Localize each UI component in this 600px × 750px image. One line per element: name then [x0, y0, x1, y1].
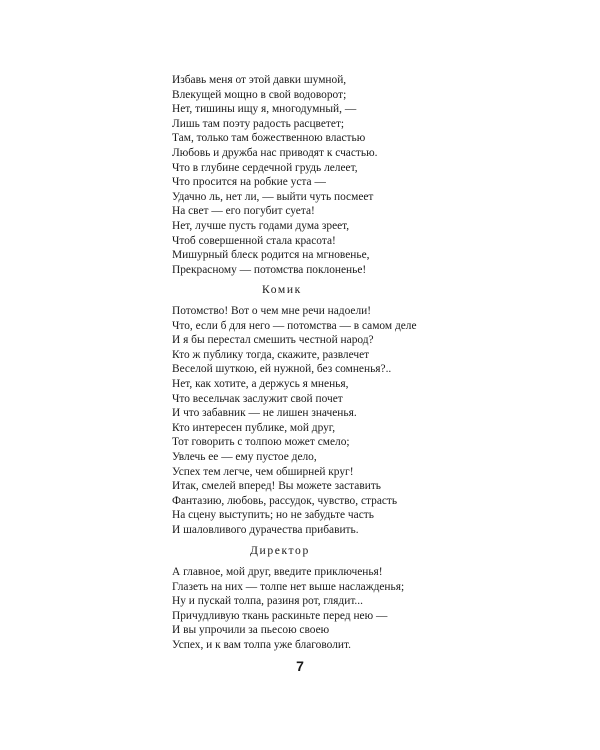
- verse-line: Нет, лучше пусть годами дума зреет,: [172, 219, 350, 232]
- poem-stanza-3: [172, 565, 472, 653]
- verse-line: На сцену выступить; но не забудьте часть: [172, 509, 374, 522]
- speaker-name-komik: Комик: [262, 283, 302, 296]
- verse-line: Удачно ль, нет ли, — выйти чуть посмеет: [172, 190, 374, 203]
- speaker-name-direktor: Директор: [250, 544, 310, 557]
- page-number: 7: [296, 658, 304, 674]
- verse-line: Что в глубине сердечной грудь лелеет,: [172, 161, 358, 174]
- verse-line: Кто интересен публике, мой друг,: [172, 421, 336, 434]
- verse-line: Потомство! Вот о чем мне речи надоели!: [172, 305, 372, 317]
- verse-line: Веселой шуткою, ей нужной, без сомненья?..: [172, 363, 392, 376]
- poem-stanza-1: [172, 73, 472, 277]
- verse-line: Увлечь ее — ему пустое дело,: [172, 450, 317, 463]
- verse-line: И вы упрочили за пьесою своею: [172, 624, 330, 637]
- verse-line: Нет, тишины ищу я, многодумный, —: [172, 103, 357, 116]
- verse-line: Итак, смелей вперед! Вы можете заставить: [172, 480, 382, 493]
- verse-line: Нет, как хотите, а держусь я мненья,: [172, 377, 349, 390]
- verse-line: Успех тем легче, чем обширней круг!: [172, 465, 354, 478]
- verse-line: Любовь и дружба нас приводят к счастью.: [172, 146, 378, 159]
- verse-line: И что забавник — не лишен значенья.: [172, 407, 357, 420]
- verse-line: И я бы перестал смешить честной народ?: [172, 334, 374, 347]
- verse-line: Причудливую ткань раскиньте перед нею —: [172, 609, 388, 622]
- verse-line: Кто ж публику тогда, скажите, развлечет: [172, 348, 370, 361]
- verse-line: А главное, мой друг, введите приключенья!: [172, 566, 383, 578]
- verse-line: Что просится на робкие уста —: [172, 176, 326, 189]
- verse-line: Там, только там божественною властью: [172, 132, 366, 145]
- verse-line: И шаловливого дурачества прибавить.: [172, 523, 359, 536]
- verse-line: Что, если б для него — потомства — в самом деле: [172, 319, 417, 332]
- verse-line: Мишурный блеск родится на мгновенье,: [172, 249, 370, 262]
- verse-line: Тот говорить с толпою может смело;: [172, 436, 350, 449]
- verse-line: Чтоб совершенной стала красота!: [172, 234, 336, 247]
- verse-line: Глазеть на них — толпе нет выше наслажденья;: [172, 580, 405, 593]
- verse-line: Прекрасному — потомства поклоненье!: [172, 263, 367, 276]
- verse-line: Что весельчак заслужит свой почет: [172, 392, 343, 405]
- verse-line: Влекущей мощно в свой водоворот;: [172, 88, 347, 101]
- verse-line: Ну и пускай толпа, разиня рот, глядит...: [172, 595, 363, 608]
- verse-line: Фантазию, любовь, рассудок, чувство, страсть: [172, 494, 398, 507]
- verse-line: Успех, и к вам толпа уже благоволит.: [172, 638, 351, 651]
- verse-line: Избавь меня от этой давки шумной,: [172, 74, 347, 86]
- poem-stanza-2: [172, 304, 472, 538]
- verse-line: Лишь там поэту радость расцветет;: [172, 117, 345, 130]
- verse-line: На свет — его погубит суета!: [172, 205, 315, 218]
